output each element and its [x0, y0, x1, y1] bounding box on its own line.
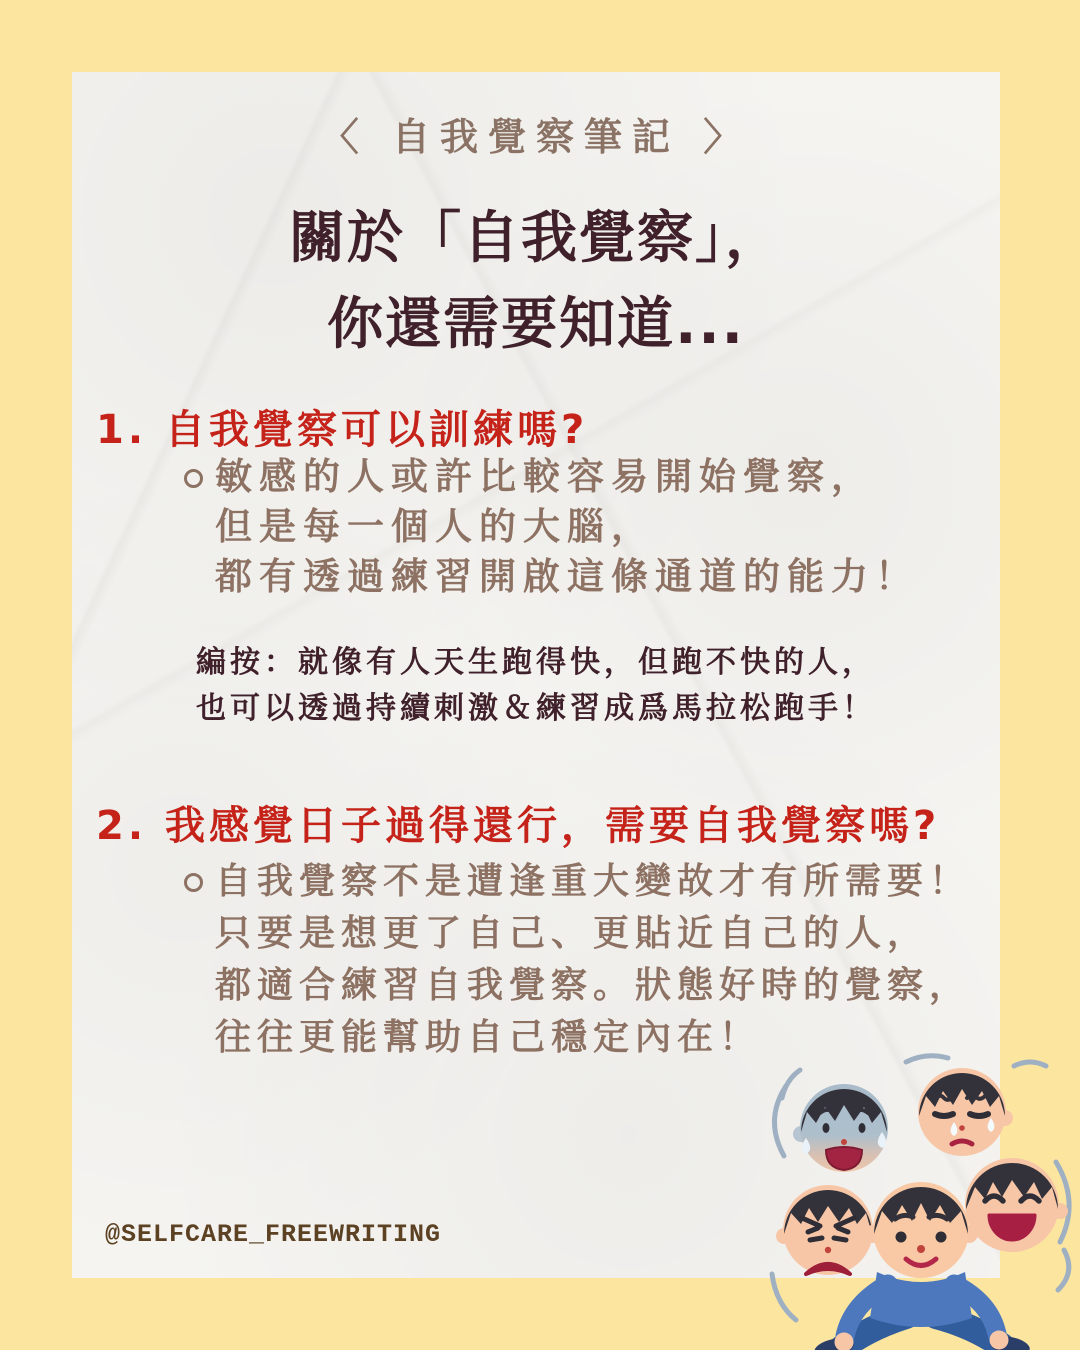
bullet-line: 都適合練習自我覺察。狀態好時的覺察，	[215, 965, 972, 1006]
scared-face-icon	[793, 1084, 888, 1172]
section-2-bullet	[184, 856, 971, 1064]
title-line-1: 關於「自我覺察」，	[289, 206, 783, 271]
bullet-line: 敏感的人或許比較容易開始覺察，	[215, 455, 875, 498]
angry-face-icon	[776, 1185, 873, 1275]
note-line: 也可以透過持續刺激＆練習成爲馬拉松跑手！	[196, 691, 876, 726]
section-2-heading: 2. 我感覺日子過得還行，需要自我覺察嗎?	[96, 803, 941, 849]
page-title	[72, 196, 1000, 368]
bullet-line: 只要是想更了自己、更貼近自己的人，	[215, 913, 930, 954]
editor-note	[72, 640, 1000, 732]
crying-face-icon	[918, 1068, 1013, 1156]
section-2-bullet-text	[215, 856, 971, 1064]
section-1-bullet-text	[215, 452, 919, 602]
bullet-line: 自我覺察不是遭逢重大變故才有所需要！	[215, 861, 972, 902]
section-1-heading: 1. 自我覺察可以訓練嗎?	[96, 407, 589, 453]
bullet-line: 都有透過練習開啟這條通道的能力！	[215, 555, 919, 598]
bullet-circle-icon	[184, 873, 203, 892]
title-line-2: 你還需要知道...	[327, 292, 745, 357]
note-line: 編按：就像有人天生跑得快，但跑不快的人，	[196, 645, 876, 680]
section-1-bullet	[184, 452, 919, 602]
five-emotions-illustration	[758, 1052, 1080, 1350]
bullet-line: 但是每一個人的大腦，	[215, 505, 655, 548]
happy-face-icon	[965, 1158, 1068, 1252]
bullet-circle-icon	[184, 469, 203, 488]
account-handle: @SELFCARE_FREEWRITING	[105, 1220, 442, 1249]
series-header: 〈 自我覺察筆記 〉	[320, 115, 752, 159]
bullet-line: 往往更能幫助自己穩定內在！	[215, 1017, 762, 1058]
